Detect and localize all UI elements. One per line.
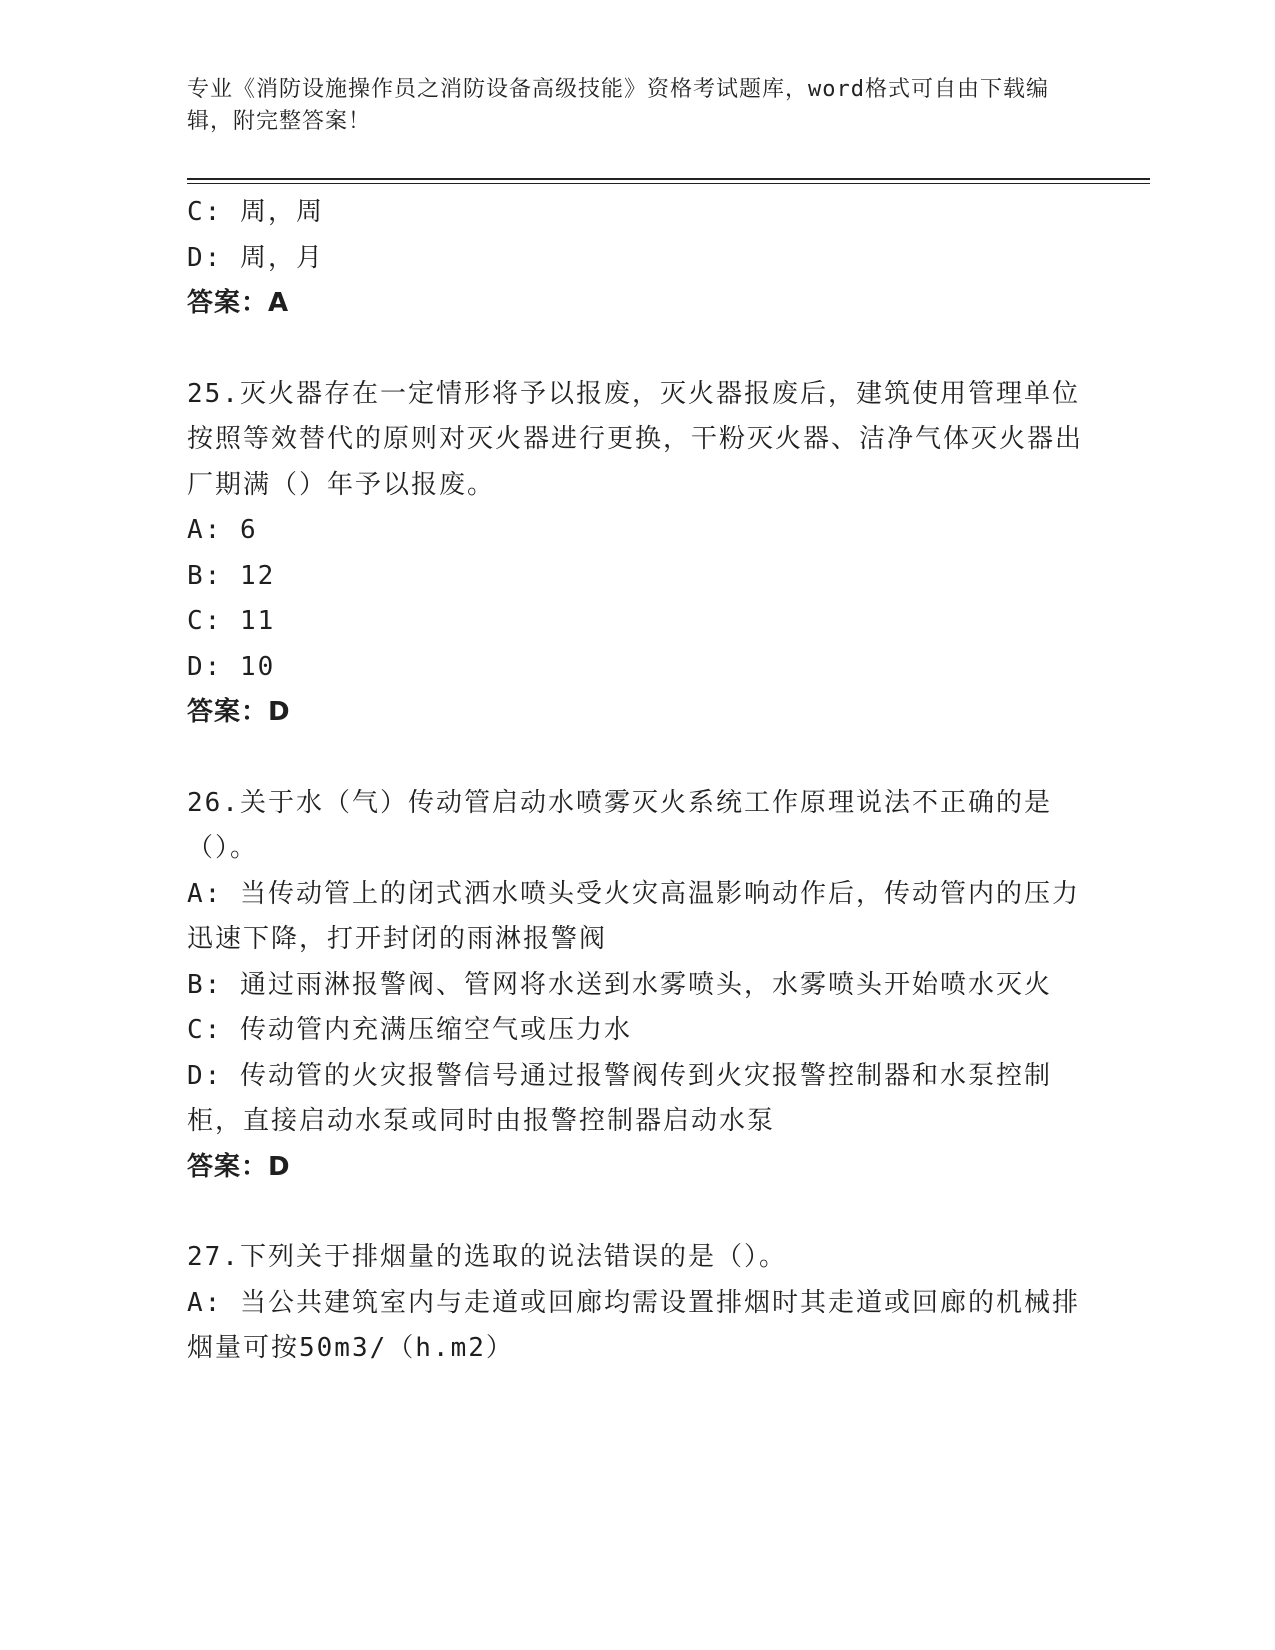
- question-stem: 26.关于水（气）传动管启动水喷雾灭火系统工作原理说法不正确的是（）。: [187, 787, 1052, 863]
- question-stem: 27.下列关于排烟量的选取的说法错误的是（）。: [187, 1242, 787, 1272]
- question-25: [187, 372, 1087, 736]
- spacer: [187, 1190, 1087, 1235]
- answer: 答案：D: [187, 697, 291, 727]
- option-c: C: 传动管内充满压缩空气或压力水: [187, 1015, 632, 1045]
- option-a: A: 当传动管上的闭式洒水喷头受火灾高温影响动作后，传动管内的压力迅速下降，打开封闭的雨淋报警阀: [187, 878, 1080, 954]
- option-c: C: 周，周: [187, 197, 324, 227]
- header-text: 专业《消防设施操作员之消防设备高级技能》资格考试题库，word格式可自由下载编辑，附完整答案！: [187, 77, 1049, 134]
- option-a: A: 当公共建筑室内与走道或回廊均需设置排烟时其走道或回廊的机械排烟量可按50m3/（h.m2）: [187, 1287, 1080, 1363]
- option-d: D: 传动管的火灾报警信号通过报警阀传到火灾报警控制器和水泵控制柜，直接启动水泵或同时由报警控制器启动水泵: [187, 1060, 1052, 1136]
- document-header: [187, 74, 1067, 138]
- document-body: [187, 190, 1087, 1372]
- spacer: [187, 327, 1087, 372]
- answer: 答案：D: [187, 1151, 291, 1182]
- carryover-block: [187, 190, 1087, 327]
- question-27: [187, 1235, 1087, 1372]
- spacer: [187, 736, 1087, 781]
- option-d: D: 周，月: [187, 242, 324, 273]
- option-b: B: 通过雨淋报警阀、管网将水送到水雾喷头，水雾喷头开始喷水灭火: [187, 969, 1052, 1000]
- answer: 答案：A: [187, 288, 290, 318]
- option-b: B: 12: [187, 560, 276, 591]
- header-rule-thin: [187, 183, 1150, 184]
- question-26: [187, 781, 1087, 1191]
- option-c: C: 11: [187, 606, 276, 636]
- question-stem: 25.灭火器存在一定情形将予以报废，灭火器报废后，建筑使用管理单位按照等效替代的原则对灭火器进行更换，干粉灭火器、洁净气体灭火器出厂期满（）年予以报废。: [187, 378, 1084, 500]
- option-d: D: 10: [187, 651, 276, 682]
- header-rule-thick: [187, 178, 1150, 180]
- option-a: A: 6: [187, 515, 258, 545]
